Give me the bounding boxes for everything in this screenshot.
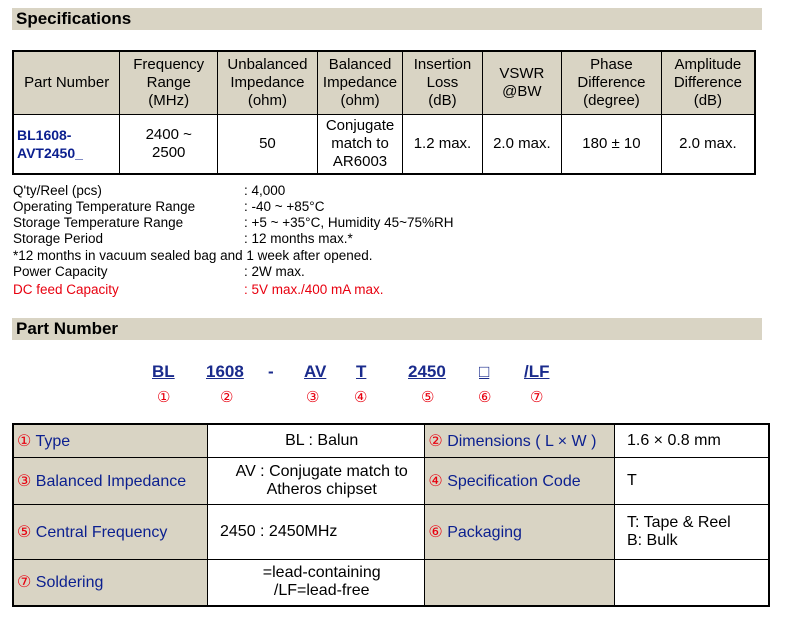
pn-value-balanced-impedance bbox=[208, 457, 425, 504]
header-line: (ohm) bbox=[340, 92, 380, 109]
pn-label-central-frequency bbox=[13, 504, 208, 559]
pn-value-line: T bbox=[626, 471, 637, 489]
param-storage-temp-label: Storage Temperature Range bbox=[13, 215, 184, 230]
header-line: (degree) bbox=[583, 92, 640, 109]
pn-label-text: Packaging bbox=[442, 523, 522, 541]
header-line: Frequency bbox=[133, 56, 205, 73]
pn-label-text: Type bbox=[31, 432, 71, 450]
part-number-cell bbox=[13, 115, 120, 175]
pn-label-soldering bbox=[13, 559, 208, 606]
pn-value-soldering bbox=[208, 559, 425, 606]
pn-value-line: 1.6 × 0.8 mm bbox=[626, 431, 721, 449]
pn-label-spec-code bbox=[425, 457, 615, 504]
pn-label-number: ④ bbox=[428, 472, 443, 490]
specifications-heading: Specifications bbox=[12, 8, 762, 30]
cell-line: 180 ± 10 bbox=[582, 135, 641, 152]
cell-line: 2.0 max. bbox=[679, 135, 737, 152]
header-part-number: Part Number bbox=[24, 74, 110, 91]
pn-label-dimensions bbox=[425, 424, 615, 457]
pn-label-type bbox=[13, 424, 208, 457]
pn-number-5: ⑤ bbox=[421, 389, 435, 406]
pn-row-impedance bbox=[13, 457, 769, 504]
pn-label-text: Dimensions ( L × W ) bbox=[442, 432, 597, 450]
pn-number-3: ③ bbox=[306, 389, 320, 406]
spec-header-cell bbox=[120, 51, 218, 115]
cell-line: BL1608- bbox=[17, 127, 72, 143]
pn-number-4: ④ bbox=[354, 389, 368, 406]
spec-header-cell bbox=[403, 51, 482, 115]
cell-line: match to bbox=[331, 135, 389, 152]
pn-label-number: ⑦ bbox=[17, 574, 32, 592]
pn-label-number: ① bbox=[17, 432, 32, 450]
frequency-range-cell bbox=[120, 115, 218, 175]
specifications-table bbox=[12, 50, 756, 175]
param-power-label: Power Capacity bbox=[13, 264, 108, 279]
balanced-impedance-cell bbox=[317, 115, 402, 175]
cell-line: 2400 ~ bbox=[145, 126, 192, 143]
header-line: Insertion bbox=[413, 56, 472, 73]
cell-line: AVT2450_ bbox=[17, 145, 83, 161]
pn-number-7: ⑦ bbox=[530, 389, 544, 406]
cell-line: AR6003 bbox=[332, 153, 388, 170]
header-line: (dB) bbox=[693, 92, 723, 109]
vswr-cell bbox=[482, 115, 561, 175]
header-line: (ohm) bbox=[247, 92, 288, 109]
part-number-heading: Part Number bbox=[12, 318, 762, 340]
pn-number-2: ② bbox=[220, 389, 234, 406]
param-qty-value: : 4,000 bbox=[244, 183, 286, 198]
param-dc-feed-value: : 5V max./400 mA max. bbox=[244, 282, 384, 297]
pn-number-1: ① bbox=[157, 389, 171, 406]
pn-value-dimensions bbox=[614, 424, 769, 457]
spec-header-cell bbox=[482, 51, 561, 115]
pn-value-line: AV : Conjugate match to bbox=[235, 462, 408, 480]
param-storage-temp-value: : +5 ~ +35°C, Humidity 45~75%RH bbox=[244, 215, 454, 230]
header-line: (MHz) bbox=[148, 92, 190, 109]
spec-header-cell bbox=[661, 51, 755, 115]
pn-value-type bbox=[208, 424, 425, 457]
pn-label-balanced-impedance bbox=[13, 457, 208, 504]
param-storage-period-label: Storage Period bbox=[13, 231, 104, 246]
spec-header-cell bbox=[13, 51, 120, 115]
header-line: (dB) bbox=[428, 92, 457, 109]
param-qty-label: Q'ty/Reel (pcs) bbox=[13, 183, 102, 198]
pn-value-line: Atheros chipset bbox=[266, 480, 377, 498]
pn-label-number: ⑤ bbox=[17, 523, 32, 541]
header-line: Difference bbox=[577, 74, 646, 91]
spec-header-cell bbox=[317, 51, 402, 115]
header-line: Loss bbox=[426, 74, 459, 91]
param-dc-feed-label: DC feed Capacity bbox=[13, 282, 119, 297]
header-line: Impedance bbox=[322, 74, 398, 91]
pn-value-spec-code bbox=[614, 457, 769, 504]
header-line: Impedance bbox=[230, 74, 305, 91]
header-line: Phase bbox=[590, 56, 633, 73]
part-number-table bbox=[12, 423, 770, 607]
pn-number-6: ⑥ bbox=[478, 389, 492, 406]
pn-code-impedance: AV bbox=[304, 362, 327, 381]
cell-line: 2.0 max. bbox=[493, 135, 551, 152]
pn-row-soldering bbox=[13, 559, 769, 606]
pn-label-number: ⑥ bbox=[428, 523, 443, 541]
pn-code-packaging: □ bbox=[479, 362, 490, 381]
param-power-value: : 2W max. bbox=[244, 264, 305, 279]
header-line: Difference bbox=[673, 74, 742, 91]
pn-label-text: Specification Code bbox=[442, 472, 581, 490]
unbalanced-impedance-cell bbox=[218, 115, 318, 175]
header-line: Unbalanced bbox=[227, 56, 308, 73]
pn-value-empty bbox=[614, 559, 769, 606]
param-operating-temp-value: : -40 ~ +85°C bbox=[244, 199, 325, 214]
pn-label-number: ② bbox=[428, 432, 443, 450]
spec-header-row bbox=[13, 51, 755, 115]
pn-code-separator: - bbox=[268, 362, 274, 381]
spec-header-cell bbox=[562, 51, 662, 115]
cell-line: 50 bbox=[259, 135, 276, 152]
pn-value-line: BL : Balun bbox=[285, 431, 359, 449]
pn-value-line: =lead-containing bbox=[262, 564, 381, 582]
cell-line: 2500 bbox=[152, 144, 186, 161]
pn-code-type: BL bbox=[152, 362, 175, 381]
pn-label-text: Central Frequency bbox=[31, 523, 168, 541]
pn-value-line: T: Tape & Reel bbox=[626, 513, 731, 531]
param-operating-temp-label: Operating Temperature Range bbox=[13, 199, 196, 214]
pn-value-line: 2450 : 2450MHz bbox=[220, 522, 338, 540]
pn-value-line: B: Bulk bbox=[626, 531, 678, 549]
pn-label-number: ③ bbox=[17, 472, 32, 490]
pn-code-spec: T bbox=[356, 362, 367, 381]
pn-value-packaging bbox=[614, 504, 769, 559]
pn-code-soldering: /LF bbox=[524, 362, 550, 381]
header-line: @BW bbox=[502, 83, 542, 100]
pn-label-empty bbox=[425, 559, 615, 606]
spec-data-row bbox=[13, 115, 755, 175]
pn-row-frequency bbox=[13, 504, 769, 559]
phase-difference-cell bbox=[562, 115, 662, 175]
cell-line: 1.2 max. bbox=[413, 135, 472, 152]
pn-code-dimensions: 1608 bbox=[206, 362, 244, 381]
param-storage-period-value: : 12 months max.* bbox=[244, 231, 353, 246]
pn-row-type bbox=[13, 424, 769, 457]
header-line: Range bbox=[146, 74, 191, 91]
pn-label-packaging bbox=[425, 504, 615, 559]
pn-code-frequency: 2450 bbox=[408, 362, 446, 381]
header-line: Balanced bbox=[328, 56, 392, 73]
pn-label-text: Soldering bbox=[31, 574, 104, 592]
amplitude-difference-cell bbox=[661, 115, 755, 175]
param-footnote: *12 months in vacuum sealed bag and 1 week after opened. bbox=[13, 248, 373, 263]
insertion-loss-cell bbox=[403, 115, 482, 175]
header-line: Amplitude bbox=[674, 56, 742, 73]
pn-label-text: Balanced Impedance bbox=[31, 472, 187, 490]
spec-header-cell bbox=[218, 51, 318, 115]
pn-value-line: /LF=lead-free bbox=[273, 582, 370, 600]
pn-value-central-frequency bbox=[208, 504, 425, 559]
header-line: VSWR bbox=[499, 65, 545, 82]
cell-line: Conjugate bbox=[325, 117, 395, 134]
